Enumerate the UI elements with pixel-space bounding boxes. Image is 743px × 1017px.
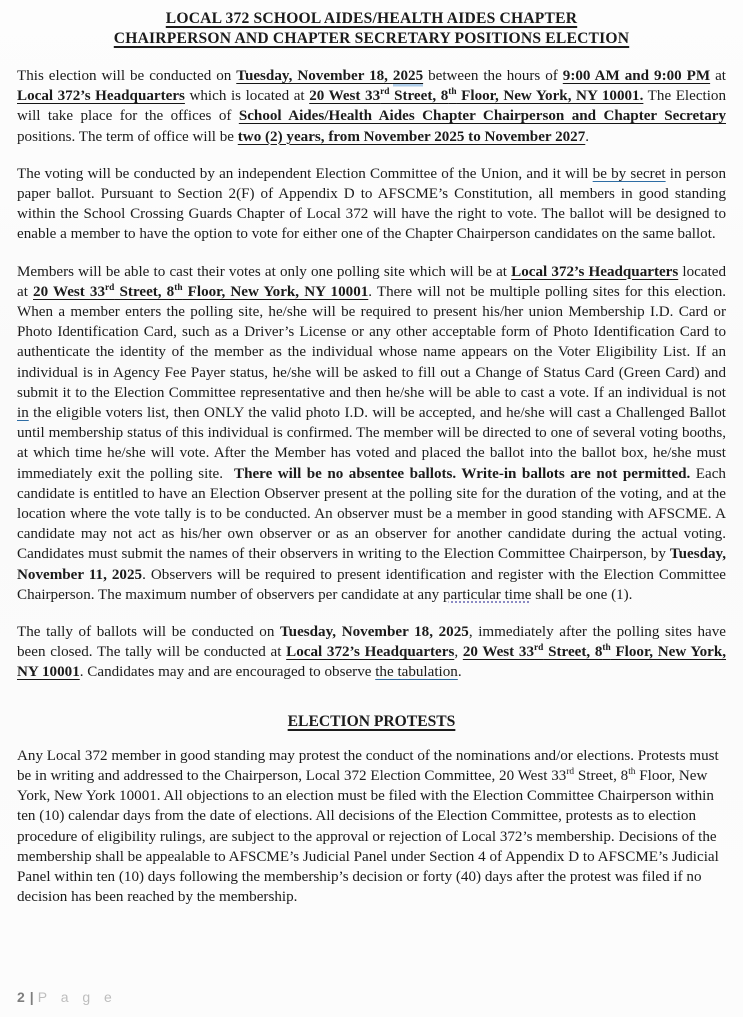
- text-run: which is located at: [184, 88, 310, 105]
- text-run: School Aides/Health Aides Chapter Chairperson and Chapter Secretary: [238, 108, 727, 125]
- text-run: . Candidates may and are encouraged to observe: [79, 664, 376, 681]
- text-run: [105, 284, 114, 300]
- text-run: be by secret: [592, 165, 666, 182]
- title-line-1: LOCAL 372 SCHOOL AIDES/HEALTH AIDES CHAPTER: [165, 10, 578, 27]
- text-run: [602, 644, 610, 660]
- text-run: Each candidate is entitled to have an Election Observer present at the polling site for the duration of the voting, and at the location where the vote tally is to be conducted. An observer must be a member in good standing with AFSCME. A candidate may not act as his/her own observer or as an observer for another candidate during the actual voting. Candidates must submit the names of their observers in writing to the Election Committee Chairperson, by: [17, 465, 726, 563]
- text-run: [174, 284, 182, 300]
- text-run: Local 372’s Headquarters: [286, 644, 455, 661]
- text-run: Tuesday, November 18, 2025: [280, 624, 469, 641]
- text-run: Tuesday, November 11, 2025: [17, 546, 726, 583]
- text-run: The Election will take place for the offices of: [17, 88, 727, 125]
- text-run: , immediately after the polling sites have been closed. The tally will be conducted at: [17, 624, 726, 661]
- text-run: The voting will be conducted by an independent Election Committee of the Union, and it will: [17, 165, 593, 182]
- text-run: Street, 8: [389, 88, 449, 105]
- text-run: 9:00 AM and 9:00 PM: [562, 68, 711, 84]
- text-run: 2025: [392, 68, 424, 84]
- superscript-text: rd: [566, 766, 575, 777]
- footer-separator: |: [29, 989, 34, 1005]
- text-run: in person paper ballot. Pursuant to Section 2(F) of Appendix D to AFSCME’s Constitution, all members in good standing within the School Crossing Guards Chapter of Local 372 will have the right to vote. The ballot will be designed to enable a member to have the option to vote for either one of the Chapter Chairperson candidates on the same ballot.: [17, 165, 726, 243]
- document-title: [17, 9, 726, 48]
- text-run: two (2) years, from November 2025 to November 2027: [237, 128, 586, 145]
- text-run: Floor, New York, New York 10001. All objections to an election must be filed with the Election Committee Chairperson within ten (10) calendar days from the date of elections. All decisions of the Election Committee, protests as to election procedure of eligibility rulings, are subject to the approval or rejection of Local 372’s membership. Decisions of the membership shall be appealable to AFSCME’s Judicial Panel under Section 4 of Appendix D to AFSCME’s Judicial Panel within ten (10) days following the membership’s decision or forty (40) days after the protest was filed if no decision has been reached by the membership.: [17, 767, 719, 906]
- text-run: 20 West 33: [462, 644, 535, 661]
- text-run: The tally of ballots will be conducted on: [17, 624, 280, 641]
- paragraph-tally: [17, 622, 726, 683]
- text-run: Local 372’s Headquarters: [17, 88, 185, 105]
- text-run: 20 West 33: [33, 283, 106, 300]
- text-run: at: [710, 68, 726, 84]
- text-run: Floor, New York, NY 10001: [182, 283, 369, 300]
- text-run: the tabulation: [375, 664, 458, 681]
- text-run: . There will not be multiple polling sites for this election. When a member enters the polling site, he/she will be required to present his/her union Membership I.D. Card or Photo Identification Card, such as a Driver’s License or any other acceptable form of Photo Identification Card to authenticate the identity of the member as the individual whose name appears on the Voter Eligibility List. If an individual is in Agency Fee Payer status, he/she will be asked to fill out a Change of Status Card (Green Card) and submit it to the Election Committee representative and then he/she will be able to cast a vote. If an individual is not: [17, 283, 727, 401]
- text-run: Street, 8: [574, 767, 629, 784]
- text-run: Any Local 372 member in good standing may protest the conduct of the nominations and/or elections. Protests must be in writing and addressed to the Chairperson, Local 372 Election Committee, 20 West 33: [17, 747, 719, 784]
- paragraph-polling-site: [17, 262, 726, 605]
- text-run: Street, 8: [114, 283, 175, 300]
- text-run: located at: [17, 263, 727, 300]
- superscript-text: rd: [534, 643, 544, 654]
- superscript-text: th: [602, 643, 611, 654]
- title-line-2: CHAIRPERSON AND CHAPTER SECRETARY POSITIONS ELECTION: [113, 29, 630, 47]
- text-run: Floor, New York, NY 10001: [17, 644, 727, 681]
- text-run: [380, 88, 389, 104]
- section-heading-election-protests: ELECTION PROTESTS: [287, 712, 456, 730]
- paragraph-election-details: [17, 66, 726, 147]
- superscript-text: th: [174, 282, 183, 293]
- superscript-text: th: [628, 766, 636, 777]
- text-run: . Observers will be required to present identification and register with the Election Committee Chairperson. The maximum number of observers per candidate at any: [17, 566, 726, 603]
- page-number: 2: [17, 989, 25, 1005]
- text-run: ,: [454, 644, 463, 661]
- text-run: Members will be able to cast their votes at only one polling site which will be at: [17, 263, 512, 280]
- text-run: particular time: [443, 586, 532, 603]
- page-footer: [17, 989, 117, 1005]
- text-run: [566, 768, 574, 784]
- text-run: positions. The term of office will be: [17, 128, 238, 145]
- text-run: between the hours of: [423, 68, 563, 84]
- text-run: in: [17, 405, 29, 422]
- superscript-text: th: [448, 87, 457, 98]
- text-run: .: [585, 128, 590, 145]
- text-run: This election will be conducted on: [17, 68, 237, 84]
- footer-page-label: P a g e: [37, 989, 117, 1005]
- text-run: Street, 8: [543, 644, 603, 661]
- text-run: Floor, New York, NY 10001.: [456, 88, 644, 105]
- superscript-text: rd: [380, 87, 390, 98]
- paragraph-voting-conduct: [17, 164, 726, 245]
- text-run: Tuesday, November 18,: [236, 68, 393, 84]
- text-run: Local 372’s Headquarters: [511, 263, 679, 280]
- text-run: shall be one (1).: [531, 586, 633, 603]
- text-run: [534, 644, 543, 660]
- text-run: There will be no absentee ballots. Write-in ballots are not permitted.: [234, 465, 691, 482]
- text-run: [448, 88, 456, 104]
- text-run: the eligible voters list, then ONLY the valid photo I.D. will be accepted, and he/she will cast a Challenged Ballot until membership status of this individual is confirmed. The member will be directed to one of several voting booths, at which time he/she will vote. After the Member has voted and placed the ballot into the ballot box, he/she must immediately exit the polling site.: [17, 405, 726, 482]
- superscript-text: rd: [105, 282, 115, 293]
- text-run: .: [457, 664, 462, 681]
- paragraph-protests: [17, 746, 726, 908]
- text-run: 20 West 33: [309, 88, 381, 105]
